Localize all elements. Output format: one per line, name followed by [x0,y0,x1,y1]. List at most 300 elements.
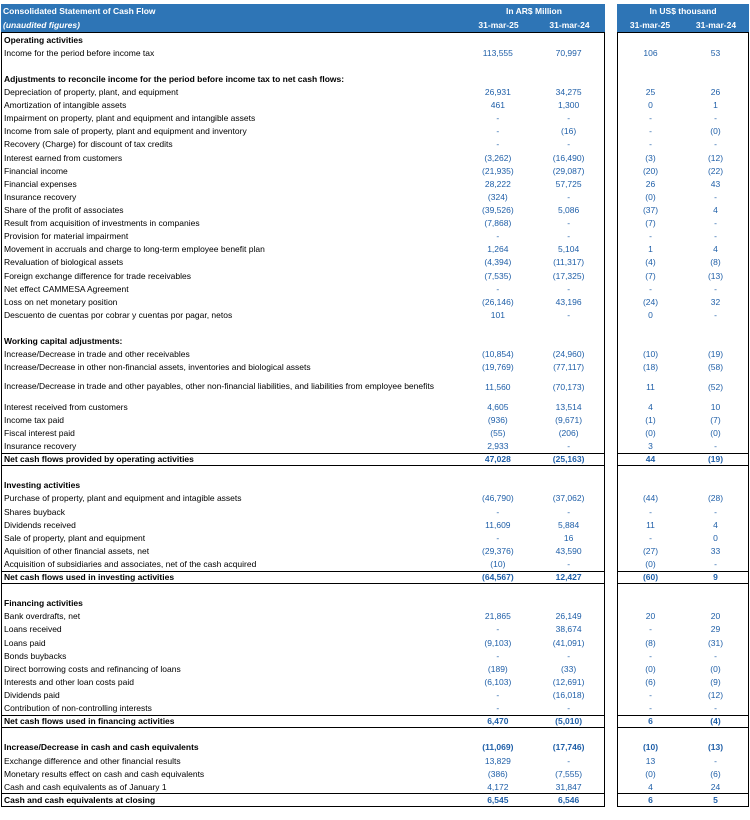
row-label: Loss on net monetary position [4,296,118,307]
table-row [618,308,748,321]
ars-2024-value: - [567,440,571,451]
usd-2024-value: - [714,703,717,714]
table-row [618,623,748,636]
ars-2025-value: - [496,283,500,294]
usd-2024-value: (0) [710,663,721,674]
table-row [2,33,604,46]
row-label: Increase/Decrease in trade and other receivables [4,349,190,360]
row-label: Insurance recovery [4,440,77,451]
row-label: Income from sale of property, plant and equipment and inventory [4,126,247,137]
table-row [2,492,604,505]
table-row [2,439,604,452]
table-row [618,295,748,308]
usd-2025-value: (0) [645,558,656,569]
ars-2025-value: 11,560 [485,381,511,392]
usd-2024-value: - [714,191,717,202]
usd-2025-value: (0) [645,768,656,779]
usd-2024-value: 26 [710,86,721,97]
ars-2024-value: - [567,558,571,569]
table-row [2,505,604,518]
ars-2025-value: (7,868) [484,218,512,229]
usd-2024-value: 1 [713,100,718,111]
table-row [618,675,748,688]
table-row [2,767,604,780]
usd-2025-value: (44) [642,493,659,504]
ars-col-2024: 31-mar-24 [549,20,590,30]
ars-2024-value: (41,091) [552,637,585,648]
table-row [618,243,748,256]
usd-2025-value: (60) [642,572,659,583]
ars-2024-value: (17,325) [552,270,585,281]
ars-2024-value: (16) [561,126,577,137]
ars-2024-value: 5,104 [557,244,580,255]
table-row [618,164,748,177]
usd-2024-value: 4 [713,244,718,255]
table-row [618,571,748,584]
statement-title: Consolidated Statement of Cash Flow [3,6,156,16]
ars-2025-value: 101 [490,309,505,320]
usd-2025-value: - [649,650,652,661]
ars-2025-value: 21,865 [484,611,511,622]
table-row [618,374,748,400]
usd-2024-value: 5 [713,795,718,806]
table-row [618,112,748,125]
row-label: Interest received from customers [4,401,128,412]
ars-2024-value: - [567,218,571,229]
table-row [2,728,604,741]
table-row [618,439,748,452]
ars-2025-value: - [496,113,500,124]
usd-2025-value: 0 [648,309,653,320]
table-row [618,177,748,190]
table-row [618,662,748,675]
usd-2024-value: 0 [713,532,718,543]
usd-2024-value: - [714,755,717,766]
table-row [618,767,748,780]
table-row [2,426,604,439]
row-label: Net effect CAMMESA Agreement [4,283,129,294]
table-row [618,492,748,505]
row-label: Recovery (Charge) for discount of tax credits [4,139,173,150]
usd-2025-value: (6) [645,676,656,687]
ars-2025-value: (19,769) [482,362,514,373]
ars-2024-value: - [567,309,571,320]
table-row [618,518,748,531]
row-label: Interest earned from customers [4,152,123,163]
table-row [2,584,604,597]
ars-2025-value: (9,103) [484,637,512,648]
ars-2025-value: 113,555 [482,47,513,58]
usd-2024-value: - [714,218,717,229]
table-row [618,426,748,439]
row-label: Descuento de cuentas por cobrar y cuentas por pagar, netos [4,309,233,320]
ars-2024-value: - [567,755,571,766]
table-row [618,610,748,623]
row-label: Shares buyback [4,506,65,517]
row-label: Bank overdrafts, net [4,611,81,622]
usd-2025-value: (10) [642,742,659,753]
ars-2025-value: - [496,506,500,517]
usd-2024-value: - [714,231,717,242]
row-label: Acquisition of subsidiaries and associates, net of the cash acquired [4,558,257,569]
ars-2024-value: 31,847 [555,781,582,792]
table-row [2,780,604,793]
usd-2024-value: 4 [713,204,718,215]
table-row [2,675,604,688]
usd-2024-value: (4) [710,716,721,727]
statement-subtitle: (unaudited figures) [3,20,80,30]
table-row [2,557,604,570]
table-row [2,243,604,256]
row-label: Contribution of non-controlling interests [4,703,152,714]
ars-2024-value: - [567,191,571,202]
table-row [618,688,748,701]
ars-2025-value: (10) [490,558,506,569]
table-row [618,33,748,46]
ars-2024-value: - [567,283,571,294]
ars-2025-value: 47,028 [484,454,511,465]
table-row [618,203,748,216]
table-row [2,99,604,112]
table-row [2,610,604,623]
table-row [618,361,748,374]
usd-body [617,32,749,807]
table-row [618,190,748,203]
table-row [2,374,604,400]
table-row [2,335,604,348]
usd-2025-value: - [649,283,652,294]
usd-2024-value: (52) [707,381,724,392]
usd-2025-value: 11 [646,381,655,392]
usd-2024-value: - [714,440,717,451]
row-label: Impairment on property, plant and equipment and intangible assets [4,113,256,124]
ars-2025-value: 11,609 [485,519,511,530]
usd-2024-value: 32 [710,296,721,307]
ars-body [1,32,605,807]
table-row [618,256,748,269]
table-row [2,217,604,230]
row-label: Monetary results effect on cash and cash equivalents [4,768,205,779]
table-row [2,597,604,610]
table-row [2,177,604,190]
row-label: Financial expenses [4,178,77,189]
usd-2024-value: (22) [707,165,724,176]
ars-2024-value: (11,317) [553,257,585,268]
usd-2024-value: 53 [710,47,721,58]
row-label: Increase/Decrease in trade and other payables, other non-financial liabilities, and liabilities from employee benefits [4,381,434,392]
table-row [618,335,748,348]
ars-2024-value: 43,196 [555,296,582,307]
table-row [618,269,748,282]
table-row [2,85,604,98]
ars-2024-value: (12,691) [552,676,585,687]
table-row [618,649,748,662]
row-label: Result from acquisition of investments in companies [4,218,200,229]
row-label: Insurance recovery [4,191,77,202]
ars-2025-value: - [496,624,500,635]
ars-2024-value: 12,427 [555,572,582,583]
table-row [2,112,604,125]
usd-2024-value: (58) [707,362,724,373]
row-label: Income for the period before income tax [4,47,155,58]
ars-2025-value: - [496,703,500,714]
ars-2024-value: (206) [558,427,579,438]
table-row [2,230,604,243]
usd-2024-value: (8) [710,257,721,268]
table-row [2,348,604,361]
ars-2025-value: - [496,126,500,137]
usd-2025-value: 106 [643,47,658,58]
table-row [2,453,604,466]
table-row [2,636,604,649]
usd-2024-value: - [714,506,717,517]
table-row [2,715,604,728]
header-row-1 [1,4,605,18]
ars-2025-value: - [496,532,500,543]
ars-2025-value: (55) [490,427,506,438]
ars-2024-value: 5,086 [557,204,580,215]
usd-2024-value: - [714,650,717,661]
ars-2025-value: - [496,139,500,150]
row-label: Increase/Decrease in other non-financial assets, inventories and biological assets [4,362,311,373]
usd-2025-value: - [649,231,652,242]
ars-2024-value: 13,514 [555,401,582,412]
usd-2025-value: (4) [645,257,656,268]
ars-col-2025: 31-mar-25 [478,20,519,30]
table-row [2,151,604,164]
usd-2025-value: (0) [645,427,656,438]
usd-2025-value: (1) [645,414,656,425]
usd-2024-value: (0) [710,126,721,137]
usd-2025-value: (20) [642,165,659,176]
row-label: Dividends received [4,519,76,530]
usd-2024-value: (28) [707,493,724,504]
ars-2025-value: (189) [487,663,508,674]
usd-2024-value: 43 [710,178,721,189]
ars-2025-value: 461 [490,100,505,111]
ars-2025-value: (3,262) [484,152,512,163]
table-row [2,518,604,531]
ars-2025-value: (64,567) [482,572,514,583]
table-row [618,479,748,492]
usd-2025-value: 11 [646,519,655,530]
ars-2024-value: (25,163) [552,454,585,465]
usd-2025-value: - [649,139,652,150]
row-label: Sale of property, plant and equipment [4,532,146,543]
usd-2025-value: (18) [642,362,659,373]
ars-2025-value: 4,172 [487,781,509,792]
usd-2024-value: (6) [710,768,721,779]
table-row [2,623,604,636]
usd-2025-value: (0) [645,191,656,202]
row-label: Financial income [4,165,68,176]
row-label: Loans received [4,624,62,635]
table-row [2,649,604,662]
row-label: Financing activities [4,598,83,609]
ars-2025-value: 1,264 [487,244,509,255]
ars-2025-value: (26,146) [482,296,514,307]
table-row [2,125,604,138]
table-row [2,190,604,203]
ars-2025-value: 4,605 [487,401,509,412]
usd-2024-value: (9) [710,676,721,687]
row-label: Investing activities [4,480,81,491]
table-row [618,636,748,649]
row-label: Exchange difference and other financial results [4,755,181,766]
ars-2025-value: (386) [487,768,508,779]
table-row [618,505,748,518]
usd-2025-value: (37) [642,204,659,215]
usd-2024-value: (0) [710,427,721,438]
usd-2024-value: 4 [713,519,718,530]
row-label: Bonds buybacks [4,650,67,661]
usd-2024-value: (12) [707,690,724,701]
table-row [2,361,604,374]
ars-2024-value: - [567,703,571,714]
usd-2025-value: (7) [645,270,656,281]
usd-col-2024: 31-mar-24 [695,20,737,30]
row-label: Aquisition of other financial assets, net [4,545,150,556]
usd-2025-value: (10) [642,349,659,360]
table-row [2,46,604,59]
ars-2024-value: 70,997 [555,47,582,58]
ars-2024-value: (9,671) [555,414,583,425]
ars-2024-value: (17,746) [552,742,585,753]
row-label: Operating activities [4,34,83,45]
ars-2024-value: (16,018) [552,690,585,701]
table-row [618,46,748,59]
table-row [618,59,748,72]
ars-2025-value: (324) [487,191,508,202]
usd-2025-value: 1 [648,244,653,255]
ars-unit-label: In AR$ Million [506,6,562,16]
usd-2024-value: 20 [710,611,721,622]
ars-2025-value: 26,931 [484,86,511,97]
table-row [2,308,604,321]
table-row [618,138,748,151]
ars-2025-value: (4,394) [484,257,512,268]
table-row [2,754,604,767]
table-row [2,413,604,426]
ars-2025-value: (7,535) [484,270,512,281]
table-row [2,321,604,334]
row-label: Depreciation of property, plant, and equipment [4,86,179,97]
ars-2025-value: 28,222 [484,178,511,189]
usd-2025-value: (0) [645,663,656,674]
ars-2024-value: (16,490) [552,152,585,163]
usd-2025-value: 13 [645,755,656,766]
usd-2025-value: - [649,690,652,701]
usd-2024-value: (19) [707,454,724,465]
row-label: Working capital adjustments: [4,336,123,347]
table-row [618,321,748,334]
table-row [2,466,604,479]
table-row [2,702,604,715]
table-row [2,793,604,806]
usd-2024-value: - [714,283,717,294]
table-row [618,230,748,243]
table-row [618,728,748,741]
row-label: Net cash flows provided by operating activities [4,454,194,465]
ars-2025-value: (21,935) [482,165,514,176]
ars-2025-value: 13,829 [484,755,511,766]
usd-2024-value: - [714,139,717,150]
usd-2025-value: - [649,113,652,124]
usd-2024-value: (13) [707,742,724,753]
ars-2024-value: 16 [563,532,574,543]
usd-2025-value: 6 [648,716,653,727]
ars-header [1,4,605,32]
table-row [2,269,604,282]
table-row [618,85,748,98]
ars-2024-value: (37,062) [552,493,585,504]
ars-2025-value: 2,933 [487,440,509,451]
row-label: Dividends paid [4,690,60,701]
table-row [618,531,748,544]
ars-2024-value: 26,149 [555,611,582,622]
usd-2025-value: 4 [648,401,653,412]
table-row [618,125,748,138]
row-label: Cash and cash equivalents at closing [4,795,156,806]
table-row [2,164,604,177]
table-row [2,544,604,557]
usd-header-row-2 [617,18,749,32]
row-label: Amortization of intangible assets [4,100,127,111]
usd-2025-value: 26 [645,178,656,189]
usd-2025-value: - [649,126,652,137]
table-row [618,413,748,426]
ars-2024-value: 6,546 [557,795,580,806]
usd-2025-value: 20 [645,611,656,622]
ars-2024-value: (29,087) [552,165,585,176]
usd-2024-value: (12) [707,152,724,163]
table-row [618,466,748,479]
ars-2024-value: 43,590 [555,545,582,556]
usd-2025-value: (7) [645,218,656,229]
usd-2025-value: 25 [645,86,656,97]
ars-2024-value: (5,010) [555,716,583,727]
table-row [2,688,604,701]
usd-2025-value: - [649,532,652,543]
table-row [618,544,748,557]
table-row [618,793,748,806]
ars-2024-value: - [567,139,571,150]
usd-2025-value: - [649,703,652,714]
ars-2024-value: 1,300 [557,100,580,111]
table-row [2,203,604,216]
ars-2025-value: (6,103) [484,676,512,687]
table-row [618,741,748,754]
ars-2025-value: - [496,650,500,661]
usd-header-row-1 [617,4,749,18]
table-row [2,571,604,584]
usd-2025-value: - [649,506,652,517]
usd-2024-value: 10 [710,401,721,412]
row-label: Interests and other loan costs paid [4,676,134,687]
usd-2024-value: (7) [710,414,721,425]
ars-2024-value: - [567,506,571,517]
table-row [618,780,748,793]
ars-2024-value: 34,275 [555,86,582,97]
usd-2025-value: (8) [645,637,656,648]
table-row [2,282,604,295]
table-row [618,453,748,466]
ars-table [1,4,605,807]
usd-2025-value: (27) [642,545,659,556]
header-row-2 [1,18,605,32]
row-label: Revaluation of biological assets [4,257,124,268]
table-row [618,597,748,610]
